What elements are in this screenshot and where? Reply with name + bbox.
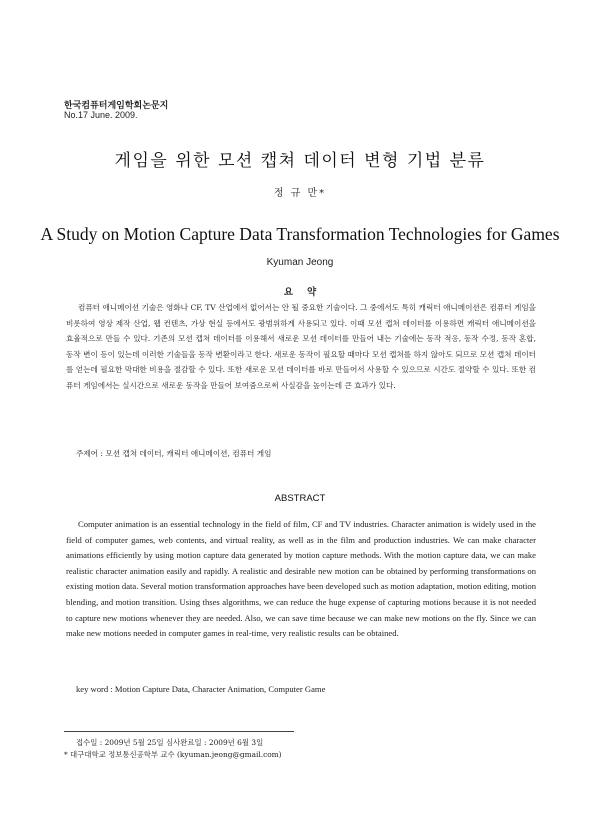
english-keywords: key word : Motion Capture Data, Character Animation, Computer Game — [76, 684, 326, 694]
english-title: A Study on Motion Capture Data Transformation Technologies for Games — [40, 224, 560, 244]
korean-abstract-heading: 요약 — [283, 287, 331, 298]
english-abstract-body: Computer animation is an essential technology in the field of film, CF and TV industries. Character animation is widely used in the field of computer games, web contents, and virtual reality, as well as in the film and production industries. We can make character animations efficiently by using motion capture data generated by motion capture methods. With the motion capture data, we can make realistic character animation easily and rapidly. A realistic and desirable new motion can be obtained by performing transformations on existing motion data. Several motion transformation approaches have been developed such as motion adaptation, motion editing, motion blending, and motion transition. Using thses algorithms, we can reduce the huge expense of capturing motions because it is not needed to capture new motions whenever they are needed. Also, we can save time because we can make new motions on the fly. Since we can make new motions needed in computer games in real-time, very realistic results can be obtained. — [66, 519, 536, 639]
korean-author: 정 규 만* — [273, 188, 327, 199]
footnote-divider — [64, 731, 294, 732]
korean-title: 게임을 위한 모션 캡쳐 데이터 변형 기법 분류 — [114, 151, 486, 171]
english-author: Kyuman Jeong — [266, 257, 334, 268]
english-abstract-heading: ABSTRACT — [274, 493, 326, 504]
korean-abstract-body: 컴퓨터 애니메이션 기술은 영화나 CF, TV 산업에서 없어서는 안 될 중요한 기술이다. 그 중에서도 특히 캐릭터 애니메이션은 컴퓨터 게임을 비롯하여 영상 제작 산업, 웹 컨텐츠, 가상 현실 등에서도 광범위하게 사용되고 있다. 이때 모션 캡쳐 데이터를 이용하면 캐릭터 애니메이션을 효율적으로 만들 수 있다. 기존의 모션 캡쳐 데이터를 이용해서 새로운 모션 데이터를 만들어 내는 기술에는 동작 적응, 동작 수정, 동작 혼합, 동작 변이 등이 있는데 이러한 기술들을 동작 변환이라고 한다. 새로운 동작이 필요할 때마다 모션 캡쳐를 하지 않아도 되므로 모션 캡쳐 데이터를 얻는데 필요한 막대한 비용을 절감할 수 있다. 또한 새로운 모션 데이터를 바로 만들어서 사용할 수 있으므로 시간도 절약할 수 있다. 또한 컴퓨터 게임에서는 실시간으로 새로운 동작을 만들어 보여줌으로써 사실감을 높이는데 큰 효과가 있다. — [66, 303, 536, 390]
footnote-dates: 접수일 : 2009년 5월 25일 심사완료일 : 2009년 6월 3일 — [76, 738, 264, 747]
footnote-author-info: * 대구대학교 정보통신공학부 교수 (kyuman.jeong@gmail.com) — [64, 750, 282, 759]
journal-issue: No.17 June. 2009. — [64, 110, 138, 120]
korean-keywords: 주제어 : 모션 캡쳐 데이터, 캐릭터 애니메이션, 컴퓨터 게임 — [76, 449, 272, 458]
journal-name: 한국컴퓨터게임학회논문지 — [64, 100, 169, 110]
